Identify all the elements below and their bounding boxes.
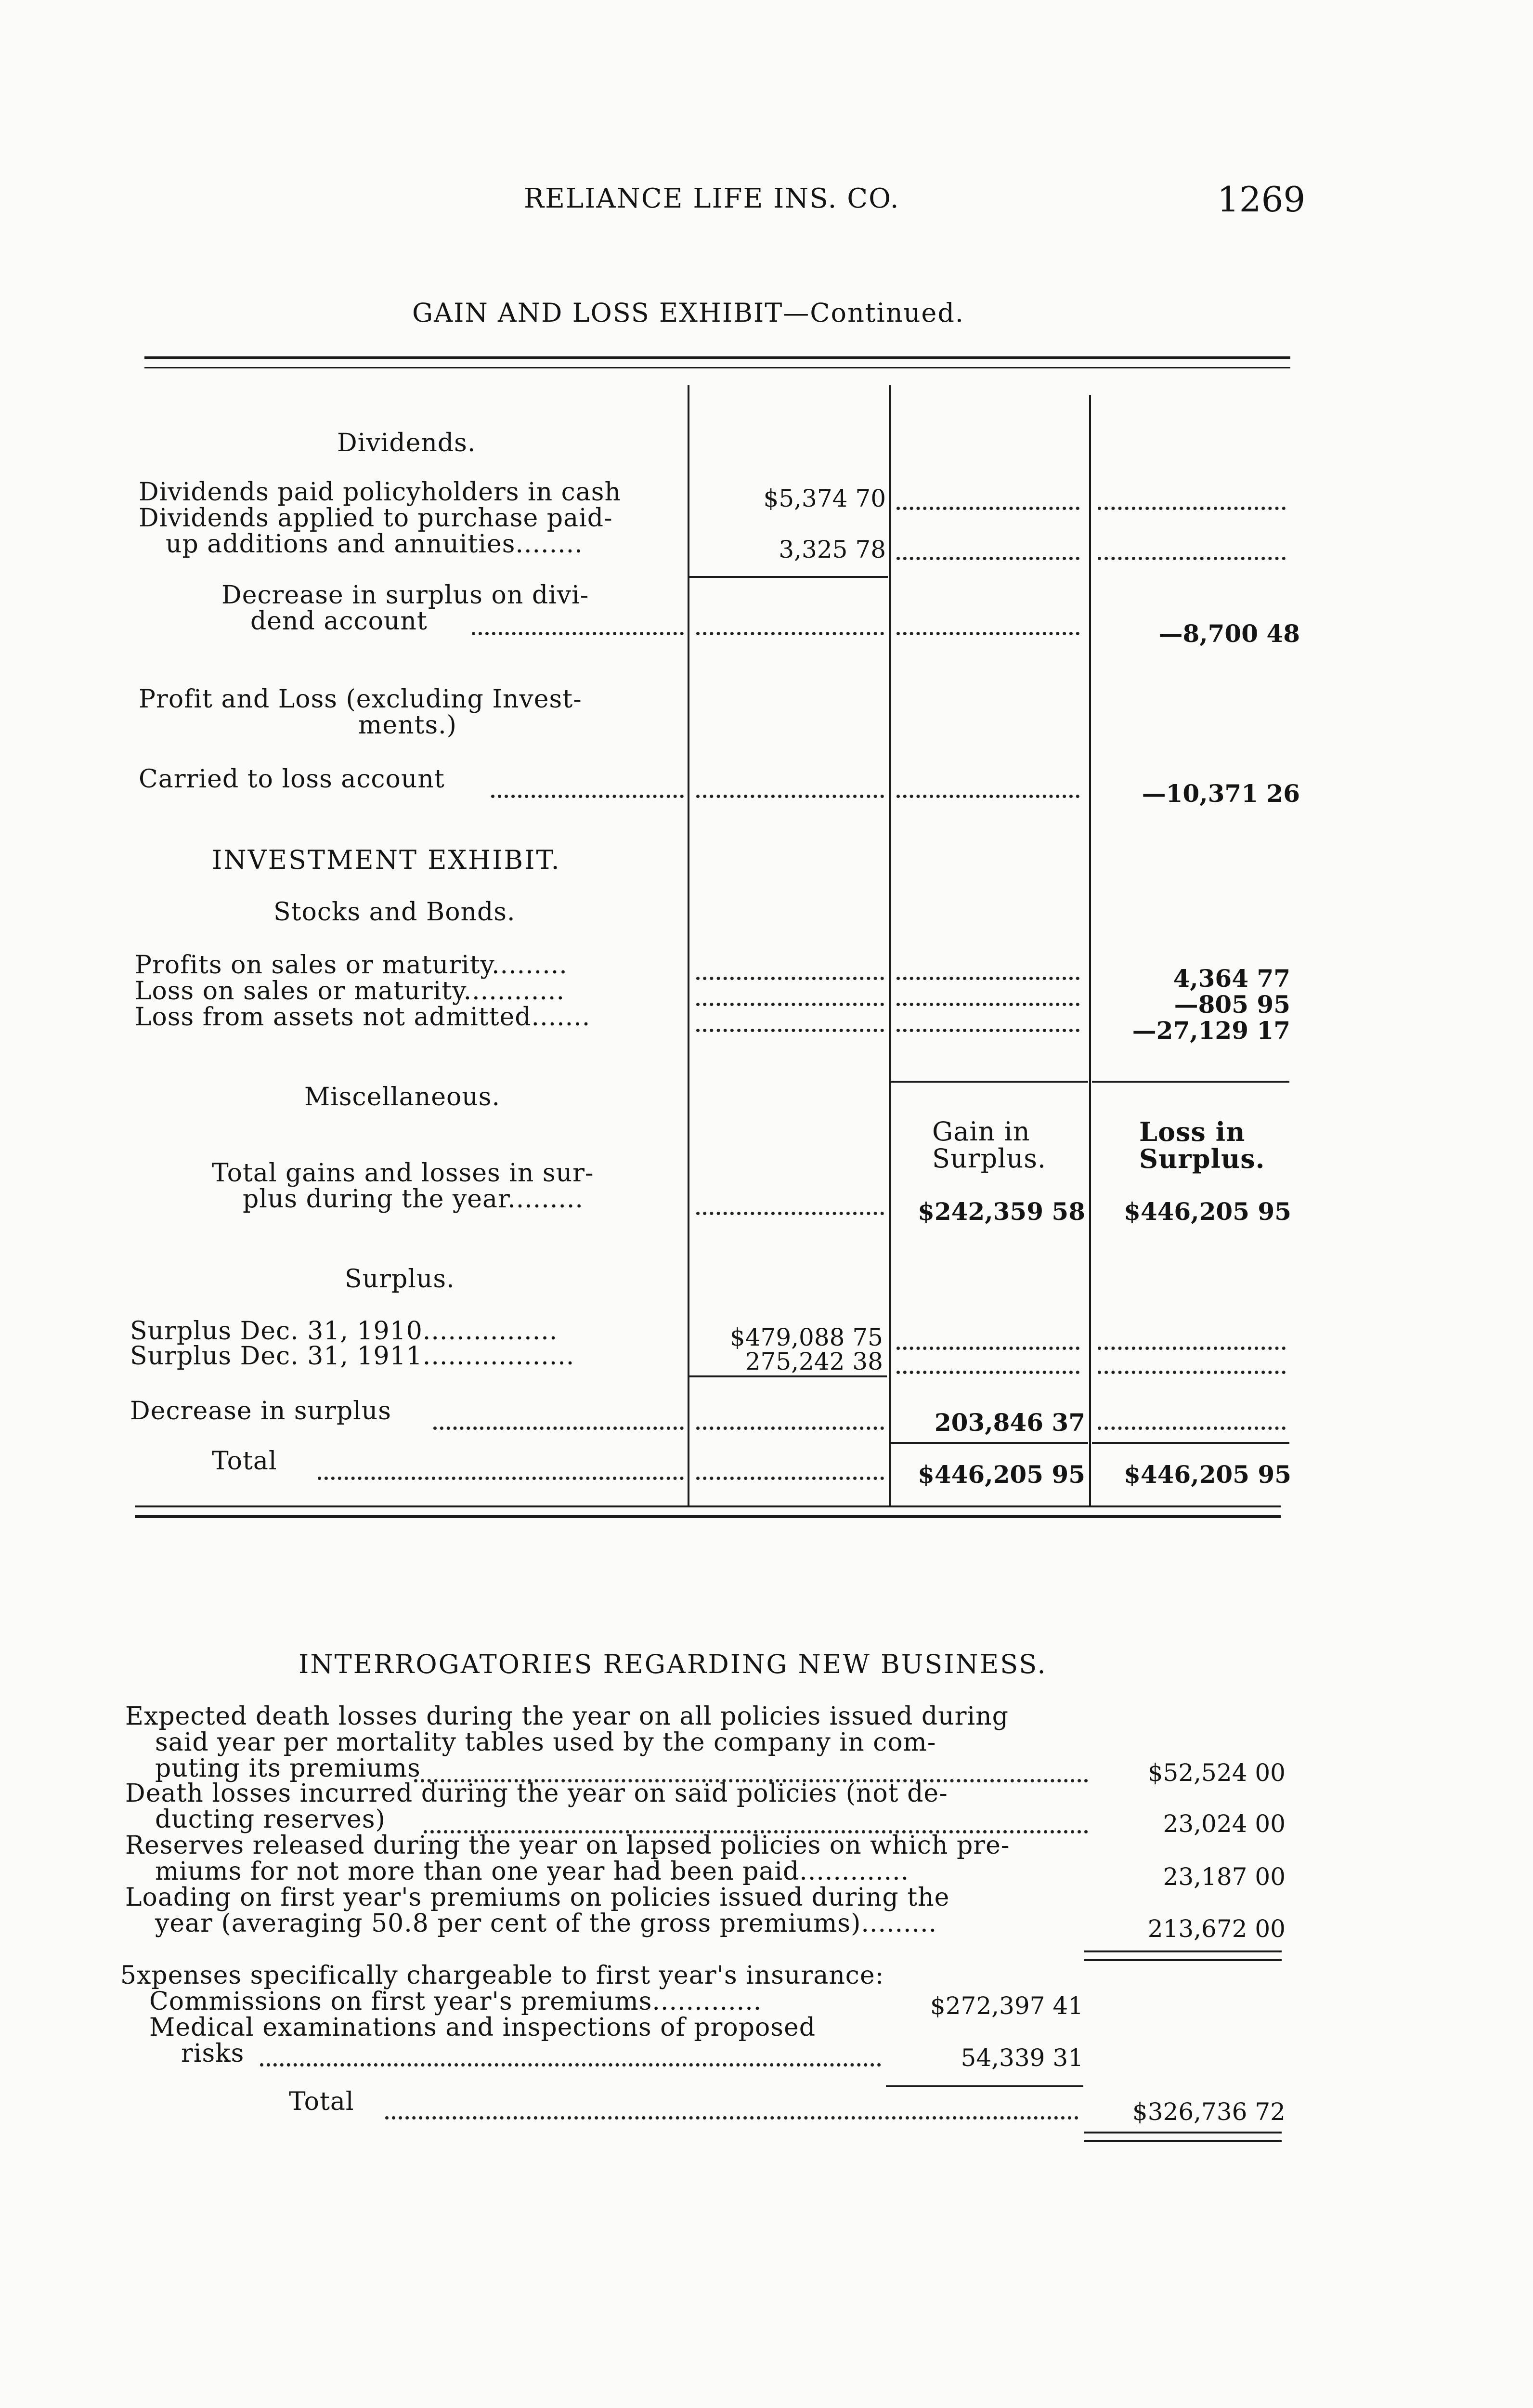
death-value: 23,024 00 — [1163, 1810, 1286, 1838]
dot-leader — [696, 632, 884, 635]
dividends-heading: Dividends. — [337, 429, 476, 458]
loading-value: 213,672 00 — [1147, 1915, 1286, 1943]
total-gain-value: $242,359 58 — [918, 1197, 1085, 1226]
div-cash-label: Dividends paid policyholders in cash — [139, 478, 621, 507]
double-rule — [1084, 2140, 1282, 2142]
dot-leader — [1098, 1426, 1286, 1430]
profits-label: Profits on sales or maturity......... — [135, 951, 568, 980]
gain-col-head-1: Gain in — [932, 1116, 1030, 1147]
dot-leader — [1098, 557, 1286, 560]
decrease-surplus-label: Decrease in surplus — [130, 1397, 391, 1426]
commissions-label: Commissions on first year's premiums............. — [149, 1987, 762, 2016]
running-title: RELIANCE LIFE INS. CO. — [524, 183, 900, 214]
loss-sales-value: —805 95 — [1174, 990, 1290, 1019]
expected-line1: Expected death losses during the year on all policies issued during — [125, 1702, 1009, 1731]
column-head-rule — [891, 1081, 1088, 1083]
total-rule — [891, 1442, 1088, 1444]
div-paidup-line1: Dividends applied to purchase paid- — [139, 504, 613, 533]
death-line1: Death losses incurred during the year on said policies (not de- — [125, 1779, 948, 1808]
dot-leader — [1098, 1371, 1286, 1374]
pl-heading-line1: Profit and Loss (excluding Invest- — [139, 685, 582, 714]
dot-leader — [260, 2063, 881, 2067]
decrease-line1: Decrease in surplus on divi- — [221, 581, 589, 610]
exhibit-title: GAIN AND LOSS EXHIBIT—Continued. — [412, 298, 965, 328]
dot-leader — [1098, 1347, 1286, 1350]
double-rule — [1084, 1950, 1282, 1952]
expected-line3: puting its premiums — [155, 1754, 421, 1783]
surplus-heading: Surplus. — [345, 1265, 455, 1294]
dot-leader — [896, 507, 1079, 510]
total-gain: $446,205 95 — [918, 1460, 1085, 1489]
investment-heading: INVESTMENT EXHIBIT. — [212, 845, 561, 875]
gain-col-head-2: Surplus. — [932, 1143, 1047, 1174]
dot-leader — [896, 795, 1079, 798]
medical-line2: risks — [181, 2039, 245, 2068]
decrease-line2: dend account — [250, 607, 428, 636]
reserves-value: 23,187 00 — [1163, 1863, 1286, 1891]
commissions-value: $272,397 41 — [930, 1992, 1083, 2020]
carried-value: —10,371 26 — [1142, 779, 1300, 808]
table-bottom-rule-2 — [135, 1515, 1281, 1518]
interrogatories-total-label: Total — [289, 2087, 354, 2116]
dot-leader — [318, 1477, 684, 1480]
dot-leader — [896, 557, 1079, 560]
table-bottom-rule — [135, 1505, 1281, 1507]
column-divider-2 — [889, 385, 891, 1507]
medical-value: 54,339 31 — [961, 2044, 1083, 2072]
div-cash-value: $5,374 70 — [763, 484, 886, 512]
total-gains-line2: plus during the year......... — [243, 1185, 584, 1214]
dot-leader — [696, 795, 884, 798]
column-head-rule — [1092, 1081, 1289, 1083]
loss-sales-label: Loss on sales or maturity............ — [135, 977, 565, 1006]
dot-leader — [696, 1426, 884, 1430]
column-divider-3 — [1089, 395, 1091, 1507]
surplus-1911-value: 275,242 38 — [745, 1348, 883, 1375]
dot-leader — [896, 977, 1079, 980]
misc-heading: Miscellaneous. — [304, 1083, 500, 1112]
div-paidup-line2: up additions and annuities........ — [166, 530, 583, 559]
dot-leader — [896, 1003, 1079, 1006]
loss-assets-label: Loss from assets not admitted....... — [135, 1003, 591, 1032]
profits-value: 4,364 77 — [1173, 964, 1290, 993]
double-rule — [1084, 2132, 1282, 2133]
double-rule — [1084, 1959, 1282, 1961]
surplus-1910-value: $479,088 75 — [729, 1323, 883, 1351]
decrease-surplus-value: 203,846 37 — [934, 1408, 1085, 1437]
table-top-rule-2 — [144, 367, 1290, 368]
surplus-1910-label: Surplus Dec. 31, 1910................ — [130, 1317, 558, 1346]
loss-col-head-2: Surplus. — [1139, 1143, 1265, 1174]
dot-leader — [1098, 507, 1286, 510]
interrogatories-total-value: $326,736 72 — [1132, 2098, 1286, 2126]
dot-leader — [896, 1029, 1079, 1032]
page-number: 1269 — [1217, 179, 1306, 220]
dot-leader — [896, 1371, 1079, 1374]
carried-label: Carried to loss account — [139, 765, 445, 794]
dot-leader — [696, 1477, 884, 1480]
total-loss: $446,205 95 — [1124, 1460, 1291, 1489]
dot-leader — [696, 1003, 884, 1006]
reserves-line1: Reserves released during the year on lapsed policies on which pre- — [125, 1831, 1010, 1860]
pl-heading-line2: ments.) — [358, 711, 457, 740]
dot-leader — [433, 1426, 684, 1430]
loss-assets-value: —27,129 17 — [1132, 1016, 1290, 1045]
total-gains-line1: Total gains and losses in sur- — [212, 1159, 594, 1188]
dot-leader — [896, 632, 1079, 635]
reserves-line2: miums for not more than one year had been paid............. — [155, 1857, 909, 1886]
medical-line1: Medical examinations and inspections of proposed — [149, 2013, 816, 2042]
total-rule — [1092, 1442, 1289, 1444]
surplus-1911-label: Surplus Dec. 31, 1911.................. — [130, 1342, 575, 1371]
table-top-rule — [144, 356, 1290, 359]
death-line2: ducting reserves) — [155, 1805, 386, 1834]
loading-line2: year (averaging 50.8 per cent of the gross premiums)......... — [155, 1909, 937, 1938]
subtotal-rule — [689, 1375, 887, 1377]
div-paidup-value: 3,325 78 — [779, 536, 886, 563]
dot-leader — [696, 1212, 884, 1215]
decrease-value: —8,700 48 — [1158, 619, 1300, 648]
dot-leader — [696, 1029, 884, 1032]
stocks-heading: Stocks and Bonds. — [273, 898, 516, 927]
subtotal-rule — [886, 2085, 1083, 2087]
total-loss-value: $446,205 95 — [1124, 1197, 1291, 1226]
loss-col-head-1: Loss in — [1139, 1116, 1246, 1147]
dot-leader — [696, 977, 884, 980]
expected-value: $52,524 00 — [1147, 1759, 1286, 1787]
dot-leader — [896, 1347, 1079, 1350]
dot-leader — [385, 2116, 1078, 2120]
expected-line2: said year per mortality tables used by the company in com- — [155, 1728, 936, 1757]
interrogatories-title: INTERROGATORIES REGARDING NEW BUSINESS. — [299, 1649, 1047, 1679]
subtotal-rule — [689, 576, 888, 578]
dot-leader — [491, 795, 684, 798]
dot-leader — [472, 632, 684, 635]
total-label: Total — [212, 1447, 277, 1476]
loading-line1: Loading on first year's premiums on policies issued during the — [125, 1883, 950, 1912]
expenses-heading: 5xpenses specifically chargeable to first year's insurance: — [120, 1961, 884, 1990]
